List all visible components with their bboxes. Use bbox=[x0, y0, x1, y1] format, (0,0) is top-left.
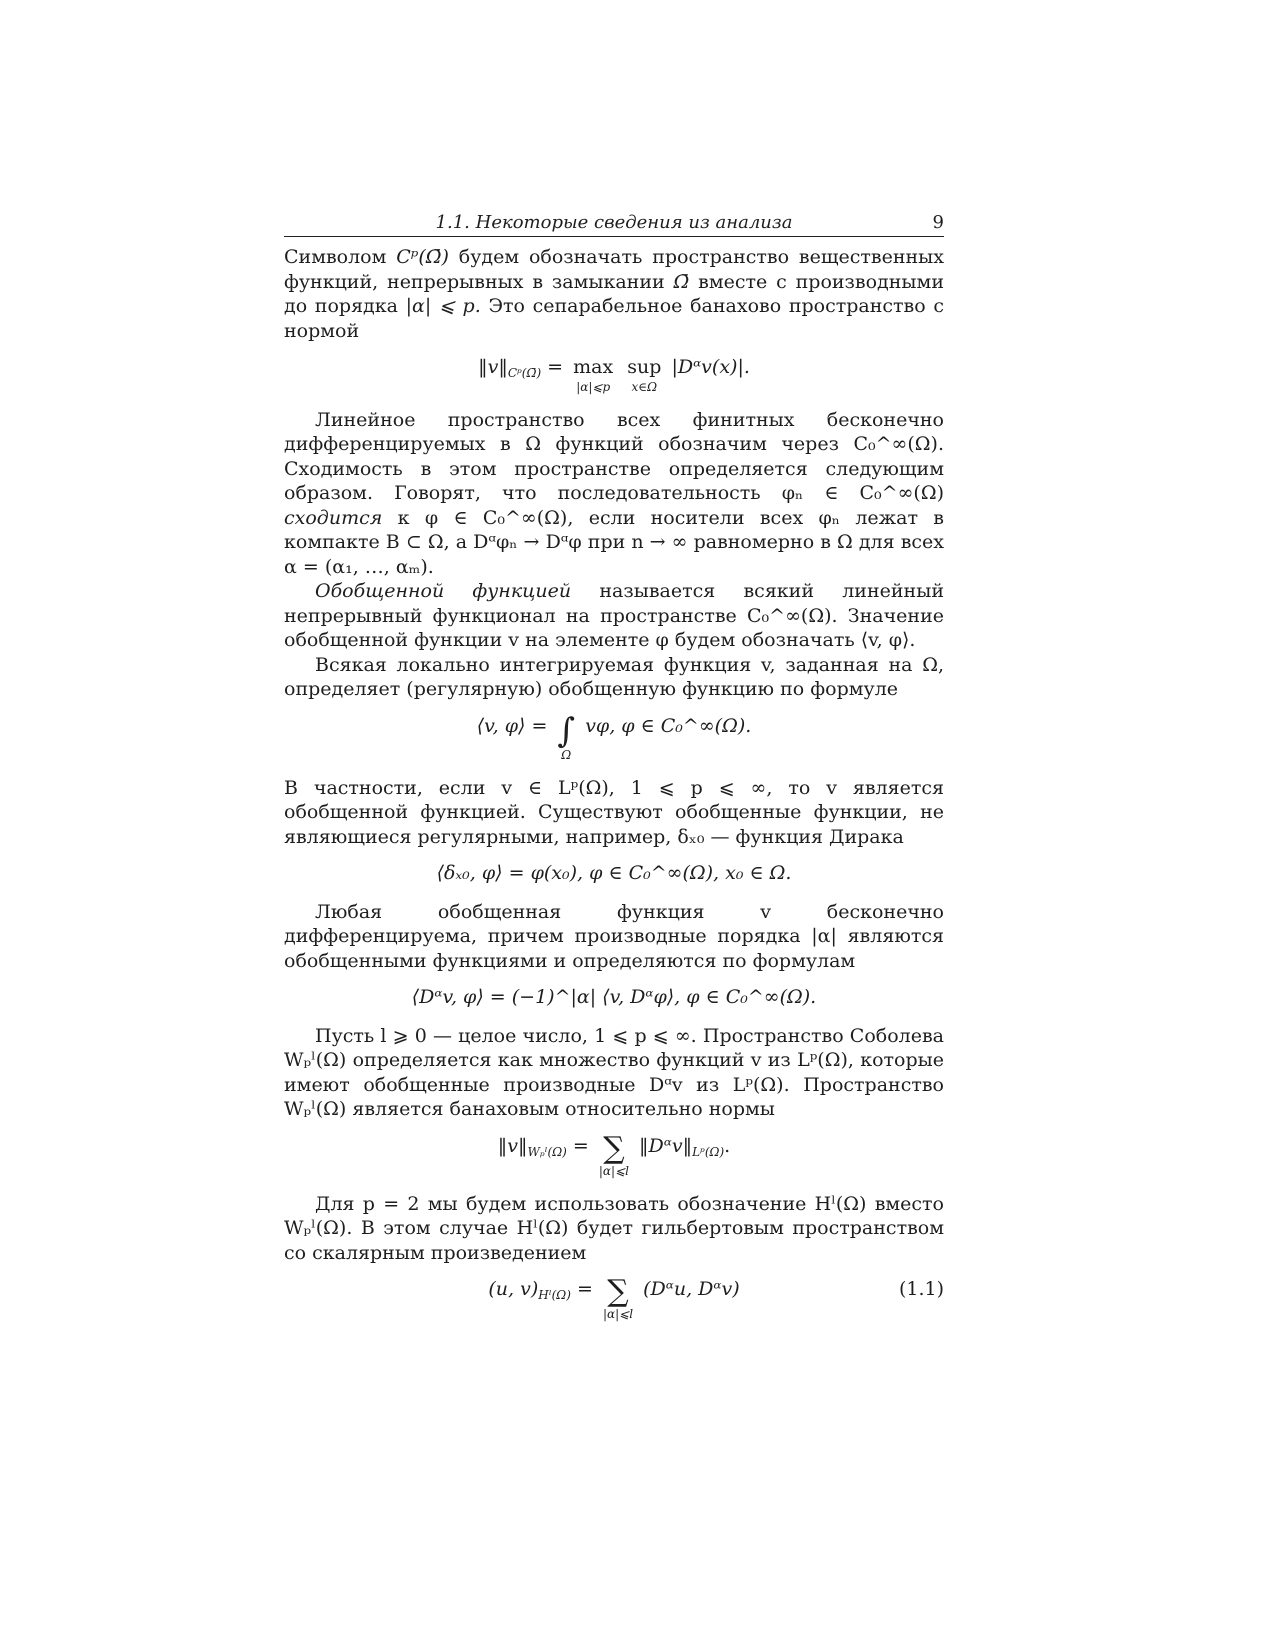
eq5-equals: = bbox=[572, 1134, 589, 1157]
eq5-lhs: ‖v‖ bbox=[497, 1134, 528, 1157]
eq5-end: . bbox=[724, 1134, 731, 1157]
p1-text-a: Символом bbox=[284, 246, 387, 268]
eq2-int-sub: Ω bbox=[561, 747, 572, 762]
eq2-rhs: vφ, φ ∈ C₀^∞(Ω). bbox=[585, 714, 752, 737]
equation-norm-cp bbox=[284, 355, 944, 394]
integral-sign-icon: ∫ bbox=[557, 710, 576, 751]
p2-emphasis: сходится bbox=[284, 506, 383, 529]
eq6-sum-sub: |α|⩽l bbox=[602, 1307, 634, 1321]
eq6-lhs-sub: Hˡ(Ω) bbox=[538, 1288, 571, 1302]
p3-emphasis: Обобщенной функцией bbox=[315, 580, 572, 602]
eq1-equals: = bbox=[547, 356, 564, 378]
eq6-rhs: (Dᵅu, Dᵅv) bbox=[643, 1278, 740, 1300]
paragraph-6: Любая обобщенная функция v бесконечно дифференцируема, причем производные порядка |α| являются обобщенными функциями и определяются по формулам bbox=[284, 900, 944, 972]
equation-1-1 bbox=[284, 1274, 944, 1321]
eq5-sum bbox=[598, 1130, 629, 1178]
eq1-max bbox=[573, 355, 613, 394]
p1-symbol: Cᵖ(Ω̄) bbox=[396, 246, 449, 268]
equation-sobolev-norm bbox=[284, 1130, 944, 1178]
paragraph-7: Пусть l ⩾ 0 — целое число, 1 ⩽ p ⩽ ∞. Пространство Соболева Wₚˡ(Ω) определяется как множество функций v из Lᵖ(Ω), которые имеют обобщенные производные Dᵅv из Lᵖ(Ω). Пространство Wₚˡ(Ω) является банаховым относительно нормы bbox=[284, 1024, 944, 1120]
eq1-max-sub: |α|⩽p bbox=[576, 379, 611, 394]
eq6-lhs: (u, v) bbox=[488, 1278, 539, 1300]
running-header bbox=[284, 206, 944, 237]
equation-number: (1.1) bbox=[898, 1278, 944, 1300]
paragraph-3 bbox=[284, 579, 944, 653]
eq6-equals: = bbox=[577, 1278, 593, 1300]
eq1-rhs: |Dᵅv(x)|. bbox=[671, 356, 750, 378]
p1-omega: Ω̄ bbox=[673, 270, 690, 293]
p1-text-b: будем обозначать пространство вещественных функций, непрерывных в замыкании bbox=[284, 246, 944, 293]
p1-condition: |α| ⩽ p. bbox=[405, 295, 481, 317]
eq5-rhs: ‖Dᵅv‖ bbox=[639, 1134, 693, 1157]
paragraph-8: Для p = 2 мы будем использовать обозначение Hˡ(Ω) вместо Wₚˡ(Ω). В этом случае Hˡ(Ω) будет гильбертовым пространством со скалярным произведением bbox=[284, 1192, 944, 1264]
equation-derivative: ⟨Dᵅv, φ⟩ = (−1)^|α| ⟨v, Dᵅφ⟩, φ ∈ C₀^∞(Ω). bbox=[411, 986, 817, 1008]
page-number: 9 bbox=[932, 212, 944, 233]
running-title: 1.1. Некоторые сведения из анализа bbox=[435, 212, 793, 233]
eq1-sup-sub: x∈Ω bbox=[631, 379, 658, 394]
eq2-integral bbox=[557, 710, 576, 762]
p3-text: называется всякий линейный непрерывный функционал на пространстве C₀^∞(Ω). Значение обобщенной функции v на элементе φ будем обозначать ⟨v, φ⟩. bbox=[284, 580, 944, 651]
paragraph-4: Всякая локально интегрируемая функция v, заданная на Ω, определяет (регулярную) обобщенную функцию по формуле bbox=[284, 653, 944, 700]
paragraph-1 bbox=[284, 245, 944, 343]
sum-sign-icon: ∑ bbox=[603, 1130, 625, 1166]
sum-sign-icon: ∑ bbox=[607, 1274, 629, 1309]
eq6-sum bbox=[602, 1274, 634, 1321]
eq5-sum-sub: |α|⩽l bbox=[598, 1163, 629, 1178]
eq1-lhs-sub: Cᵖ(Ω̄) bbox=[507, 366, 542, 380]
eq1-max-op: max bbox=[573, 356, 614, 378]
eq2-lhs: ⟨v, φ⟩ = bbox=[476, 714, 548, 737]
p2-text-a: Линейное пространство всех финитных бесконечно дифференцируемых в Ω функций обозначим через C₀^∞(Ω). Сходимость в этом пространстве определяется следующим образом. Говорят, что последовательность φₙ ∈ C₀^∞(Ω) bbox=[284, 408, 944, 504]
eq5-rhs-sub: Lᵖ(Ω) bbox=[692, 1144, 725, 1159]
page-content bbox=[284, 206, 944, 1335]
p1-text-c: вместе с производными до порядка bbox=[284, 270, 944, 317]
paragraph-5: В частности, если v ∈ Lᵖ(Ω), 1 ⩽ p ⩽ ∞, то v является обобщенной функцией. Существуют обобщенные функции, не являющиеся регулярными, например, δₓ₀ — функция Дирака bbox=[284, 776, 944, 848]
equation-regular-distribution bbox=[284, 710, 944, 762]
eq1-sup bbox=[627, 355, 661, 394]
eq1-sup-op: sup bbox=[627, 356, 662, 378]
eq5-lhs-sub: Wₚˡ(Ω) bbox=[527, 1144, 567, 1159]
p1-text-d: Это сепарабельное банахово пространство с нормой bbox=[284, 295, 944, 342]
paragraph-2 bbox=[284, 408, 944, 580]
p2-text-b: к φ ∈ C₀^∞(Ω), если носители всех φₙ лежат в компакте B ⊂ Ω, а Dᵅφₙ → Dᵅφ при n → ∞ равномерно в Ω для всех α = (α₁, …, αₘ). bbox=[284, 506, 944, 578]
eq1-lhs: ‖v‖ bbox=[478, 356, 508, 378]
equation-dirac: ⟨δₓ₀, φ⟩ = φ(x₀), φ ∈ C₀^∞(Ω), x₀ ∈ Ω. bbox=[436, 862, 792, 884]
